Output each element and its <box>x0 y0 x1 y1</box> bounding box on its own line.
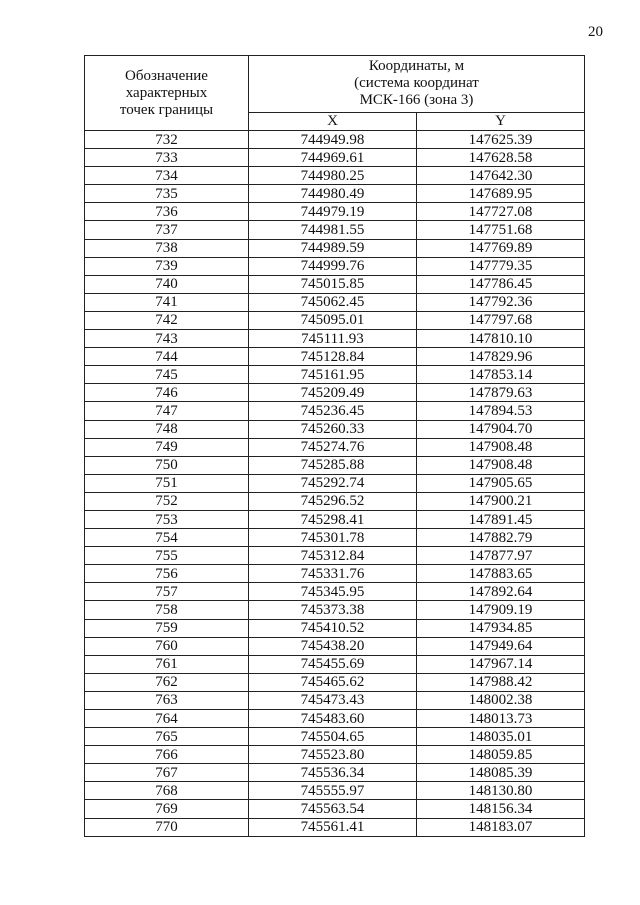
point-number-cell: 738 <box>85 239 249 257</box>
table-row <box>85 348 585 366</box>
table-row <box>85 456 585 474</box>
x-coordinate-cell: 744979.19 <box>249 203 417 221</box>
x-coordinate-cell: 744980.49 <box>249 185 417 203</box>
table-row <box>85 293 585 311</box>
table-row <box>85 492 585 510</box>
y-coordinate-cell: 147727.08 <box>417 203 585 221</box>
point-number-cell: 763 <box>85 691 249 709</box>
x-coordinate-cell: 744980.25 <box>249 167 417 185</box>
header-line: Обозначение <box>125 67 208 84</box>
point-number-cell: 742 <box>85 311 249 329</box>
point-number-cell: 732 <box>85 131 249 149</box>
y-coordinate-cell: 147908.48 <box>417 456 585 474</box>
table-row <box>85 275 585 293</box>
x-coordinate-cell: 745504.65 <box>249 728 417 746</box>
table-row <box>85 818 585 836</box>
page-number: 20 <box>588 24 603 40</box>
point-number-cell: 745 <box>85 366 249 384</box>
x-coordinate-cell: 745274.76 <box>249 438 417 456</box>
x-coordinate-cell: 745312.84 <box>249 547 417 565</box>
y-coordinate-cell: 147853.14 <box>417 366 585 384</box>
x-coordinate-cell: 745465.62 <box>249 673 417 691</box>
table-row <box>85 764 585 782</box>
table-row <box>85 673 585 691</box>
x-coordinate-cell: 745345.95 <box>249 583 417 601</box>
x-column-header: X <box>249 112 417 131</box>
x-coordinate-cell: 745095.01 <box>249 311 417 329</box>
table-row <box>85 637 585 655</box>
y-coordinate-cell: 147751.68 <box>417 221 585 239</box>
x-coordinate-cell: 745438.20 <box>249 637 417 655</box>
x-coordinate-cell: 745563.54 <box>249 800 417 818</box>
table-row <box>85 402 585 420</box>
table-row <box>85 583 585 601</box>
point-number-cell: 766 <box>85 746 249 764</box>
table-row <box>85 710 585 728</box>
header-line: характерных <box>125 84 208 101</box>
table-row <box>85 438 585 456</box>
table-row <box>85 167 585 185</box>
x-coordinate-cell: 745298.41 <box>249 510 417 528</box>
table-row <box>85 746 585 764</box>
point-number-cell: 744 <box>85 348 249 366</box>
table-row <box>85 547 585 565</box>
y-column-header: Y <box>417 112 585 131</box>
header-line: Координаты, м <box>368 58 465 75</box>
y-coordinate-cell: 147908.48 <box>417 438 585 456</box>
x-coordinate-cell: 744969.61 <box>249 149 417 167</box>
x-coordinate-cell: 744981.55 <box>249 221 417 239</box>
point-number-cell: 756 <box>85 565 249 583</box>
header-line: точек границы <box>119 101 214 118</box>
x-coordinate-cell: 745128.84 <box>249 348 417 366</box>
table-row <box>85 601 585 619</box>
x-coordinate-cell: 745455.69 <box>249 655 417 673</box>
point-number-cell: 753 <box>85 510 249 528</box>
y-coordinate-cell: 147625.39 <box>417 131 585 149</box>
table-row <box>85 384 585 402</box>
point-number-cell: 751 <box>85 474 249 492</box>
point-number-cell: 735 <box>85 185 249 203</box>
y-coordinate-cell: 147829.96 <box>417 348 585 366</box>
x-coordinate-cell: 745111.93 <box>249 330 417 348</box>
table-row <box>85 366 585 384</box>
y-coordinate-cell: 147900.21 <box>417 492 585 510</box>
table-row <box>85 800 585 818</box>
point-number-cell: 767 <box>85 764 249 782</box>
y-coordinate-cell: 147882.79 <box>417 529 585 547</box>
x-coordinate-cell: 745523.80 <box>249 746 417 764</box>
y-coordinate-cell: 147934.85 <box>417 619 585 637</box>
table-row <box>85 782 585 800</box>
x-coordinate-cell: 745555.97 <box>249 782 417 800</box>
y-coordinate-cell: 147879.63 <box>417 384 585 402</box>
y-coordinate-cell: 147769.89 <box>417 239 585 257</box>
y-coordinate-cell: 148035.01 <box>417 728 585 746</box>
point-number-cell: 749 <box>85 438 249 456</box>
point-number-cell: 736 <box>85 203 249 221</box>
y-coordinate-cell: 147786.45 <box>417 275 585 293</box>
x-coordinate-cell: 745236.45 <box>249 402 417 420</box>
y-coordinate-cell: 148130.80 <box>417 782 585 800</box>
table-row <box>85 619 585 637</box>
y-coordinate-cell: 148059.85 <box>417 746 585 764</box>
x-coordinate-cell: 745260.33 <box>249 420 417 438</box>
table-row <box>85 257 585 275</box>
x-coordinate-cell: 745015.85 <box>249 275 417 293</box>
table-row <box>85 203 585 221</box>
x-coordinate-cell: 745062.45 <box>249 293 417 311</box>
table-row <box>85 221 585 239</box>
point-number-cell: 769 <box>85 800 249 818</box>
point-number-cell: 733 <box>85 149 249 167</box>
x-coordinate-cell: 744999.76 <box>249 257 417 275</box>
table-row <box>85 311 585 329</box>
point-number-cell: 750 <box>85 456 249 474</box>
x-coordinate-cell: 745296.52 <box>249 492 417 510</box>
y-coordinate-cell: 147628.58 <box>417 149 585 167</box>
y-coordinate-cell: 147689.95 <box>417 185 585 203</box>
table-row <box>85 239 585 257</box>
x-coordinate-cell: 744949.98 <box>249 131 417 149</box>
y-coordinate-cell: 147892.64 <box>417 583 585 601</box>
x-coordinate-cell: 745331.76 <box>249 565 417 583</box>
table-row <box>85 420 585 438</box>
table-row <box>85 185 585 203</box>
point-number-cell: 762 <box>85 673 249 691</box>
table-row <box>85 510 585 528</box>
x-coordinate-cell: 745301.78 <box>249 529 417 547</box>
table-row <box>85 131 585 149</box>
x-coordinate-cell: 744989.59 <box>249 239 417 257</box>
table-row <box>85 728 585 746</box>
y-coordinate-cell: 148183.07 <box>417 818 585 836</box>
y-coordinate-cell: 147797.68 <box>417 311 585 329</box>
x-coordinate-cell: 745410.52 <box>249 619 417 637</box>
point-number-cell: 747 <box>85 402 249 420</box>
point-number-cell: 739 <box>85 257 249 275</box>
coordinates-header <box>249 56 585 113</box>
point-number-cell: 770 <box>85 818 249 836</box>
x-coordinate-cell: 745536.34 <box>249 764 417 782</box>
x-coordinate-cell: 745285.88 <box>249 456 417 474</box>
y-coordinate-cell: 147894.53 <box>417 402 585 420</box>
point-number-cell: 760 <box>85 637 249 655</box>
point-number-cell: 743 <box>85 330 249 348</box>
point-number-cell: 757 <box>85 583 249 601</box>
x-coordinate-cell: 745483.60 <box>249 710 417 728</box>
y-coordinate-cell: 147779.35 <box>417 257 585 275</box>
x-coordinate-cell: 745561.41 <box>249 818 417 836</box>
table-row <box>85 529 585 547</box>
y-coordinate-cell: 147988.42 <box>417 673 585 691</box>
point-number-cell: 765 <box>85 728 249 746</box>
y-coordinate-cell: 147810.10 <box>417 330 585 348</box>
point-number-cell: 740 <box>85 275 249 293</box>
point-number-cell: 737 <box>85 221 249 239</box>
table-row <box>85 691 585 709</box>
x-coordinate-cell: 745473.43 <box>249 691 417 709</box>
y-coordinate-cell: 147905.65 <box>417 474 585 492</box>
point-number-cell: 752 <box>85 492 249 510</box>
table-row <box>85 149 585 167</box>
x-coordinate-cell: 745209.49 <box>249 384 417 402</box>
x-coordinate-cell: 745373.38 <box>249 601 417 619</box>
x-coordinate-cell: 745292.74 <box>249 474 417 492</box>
y-coordinate-cell: 147792.36 <box>417 293 585 311</box>
point-number-cell: 758 <box>85 601 249 619</box>
y-coordinate-cell: 147877.97 <box>417 547 585 565</box>
point-designation-header <box>85 56 249 131</box>
point-number-cell: 768 <box>85 782 249 800</box>
y-coordinate-cell: 148156.34 <box>417 800 585 818</box>
point-number-cell: 759 <box>85 619 249 637</box>
coordinates-table-body <box>85 131 585 837</box>
y-coordinate-cell: 147883.65 <box>417 565 585 583</box>
header-line: (система координат <box>354 75 479 92</box>
y-coordinate-cell: 147642.30 <box>417 167 585 185</box>
table-row <box>85 474 585 492</box>
point-number-cell: 748 <box>85 420 249 438</box>
point-number-cell: 761 <box>85 655 249 673</box>
point-number-cell: 755 <box>85 547 249 565</box>
y-coordinate-cell: 147949.64 <box>417 637 585 655</box>
point-number-cell: 764 <box>85 710 249 728</box>
table-row <box>85 565 585 583</box>
coordinates-table <box>84 55 585 837</box>
y-coordinate-cell: 148002.38 <box>417 691 585 709</box>
point-number-cell: 734 <box>85 167 249 185</box>
point-number-cell: 741 <box>85 293 249 311</box>
y-coordinate-cell: 147891.45 <box>417 510 585 528</box>
table-row <box>85 330 585 348</box>
y-coordinate-cell: 148085.39 <box>417 764 585 782</box>
y-coordinate-cell: 147967.14 <box>417 655 585 673</box>
y-coordinate-cell: 147904.70 <box>417 420 585 438</box>
table-row <box>85 655 585 673</box>
point-number-cell: 746 <box>85 384 249 402</box>
header-line: МСК-166 (зона 3) <box>359 92 474 109</box>
y-coordinate-cell: 147909.19 <box>417 601 585 619</box>
y-coordinate-cell: 148013.73 <box>417 710 585 728</box>
x-coordinate-cell: 745161.95 <box>249 366 417 384</box>
point-number-cell: 754 <box>85 529 249 547</box>
